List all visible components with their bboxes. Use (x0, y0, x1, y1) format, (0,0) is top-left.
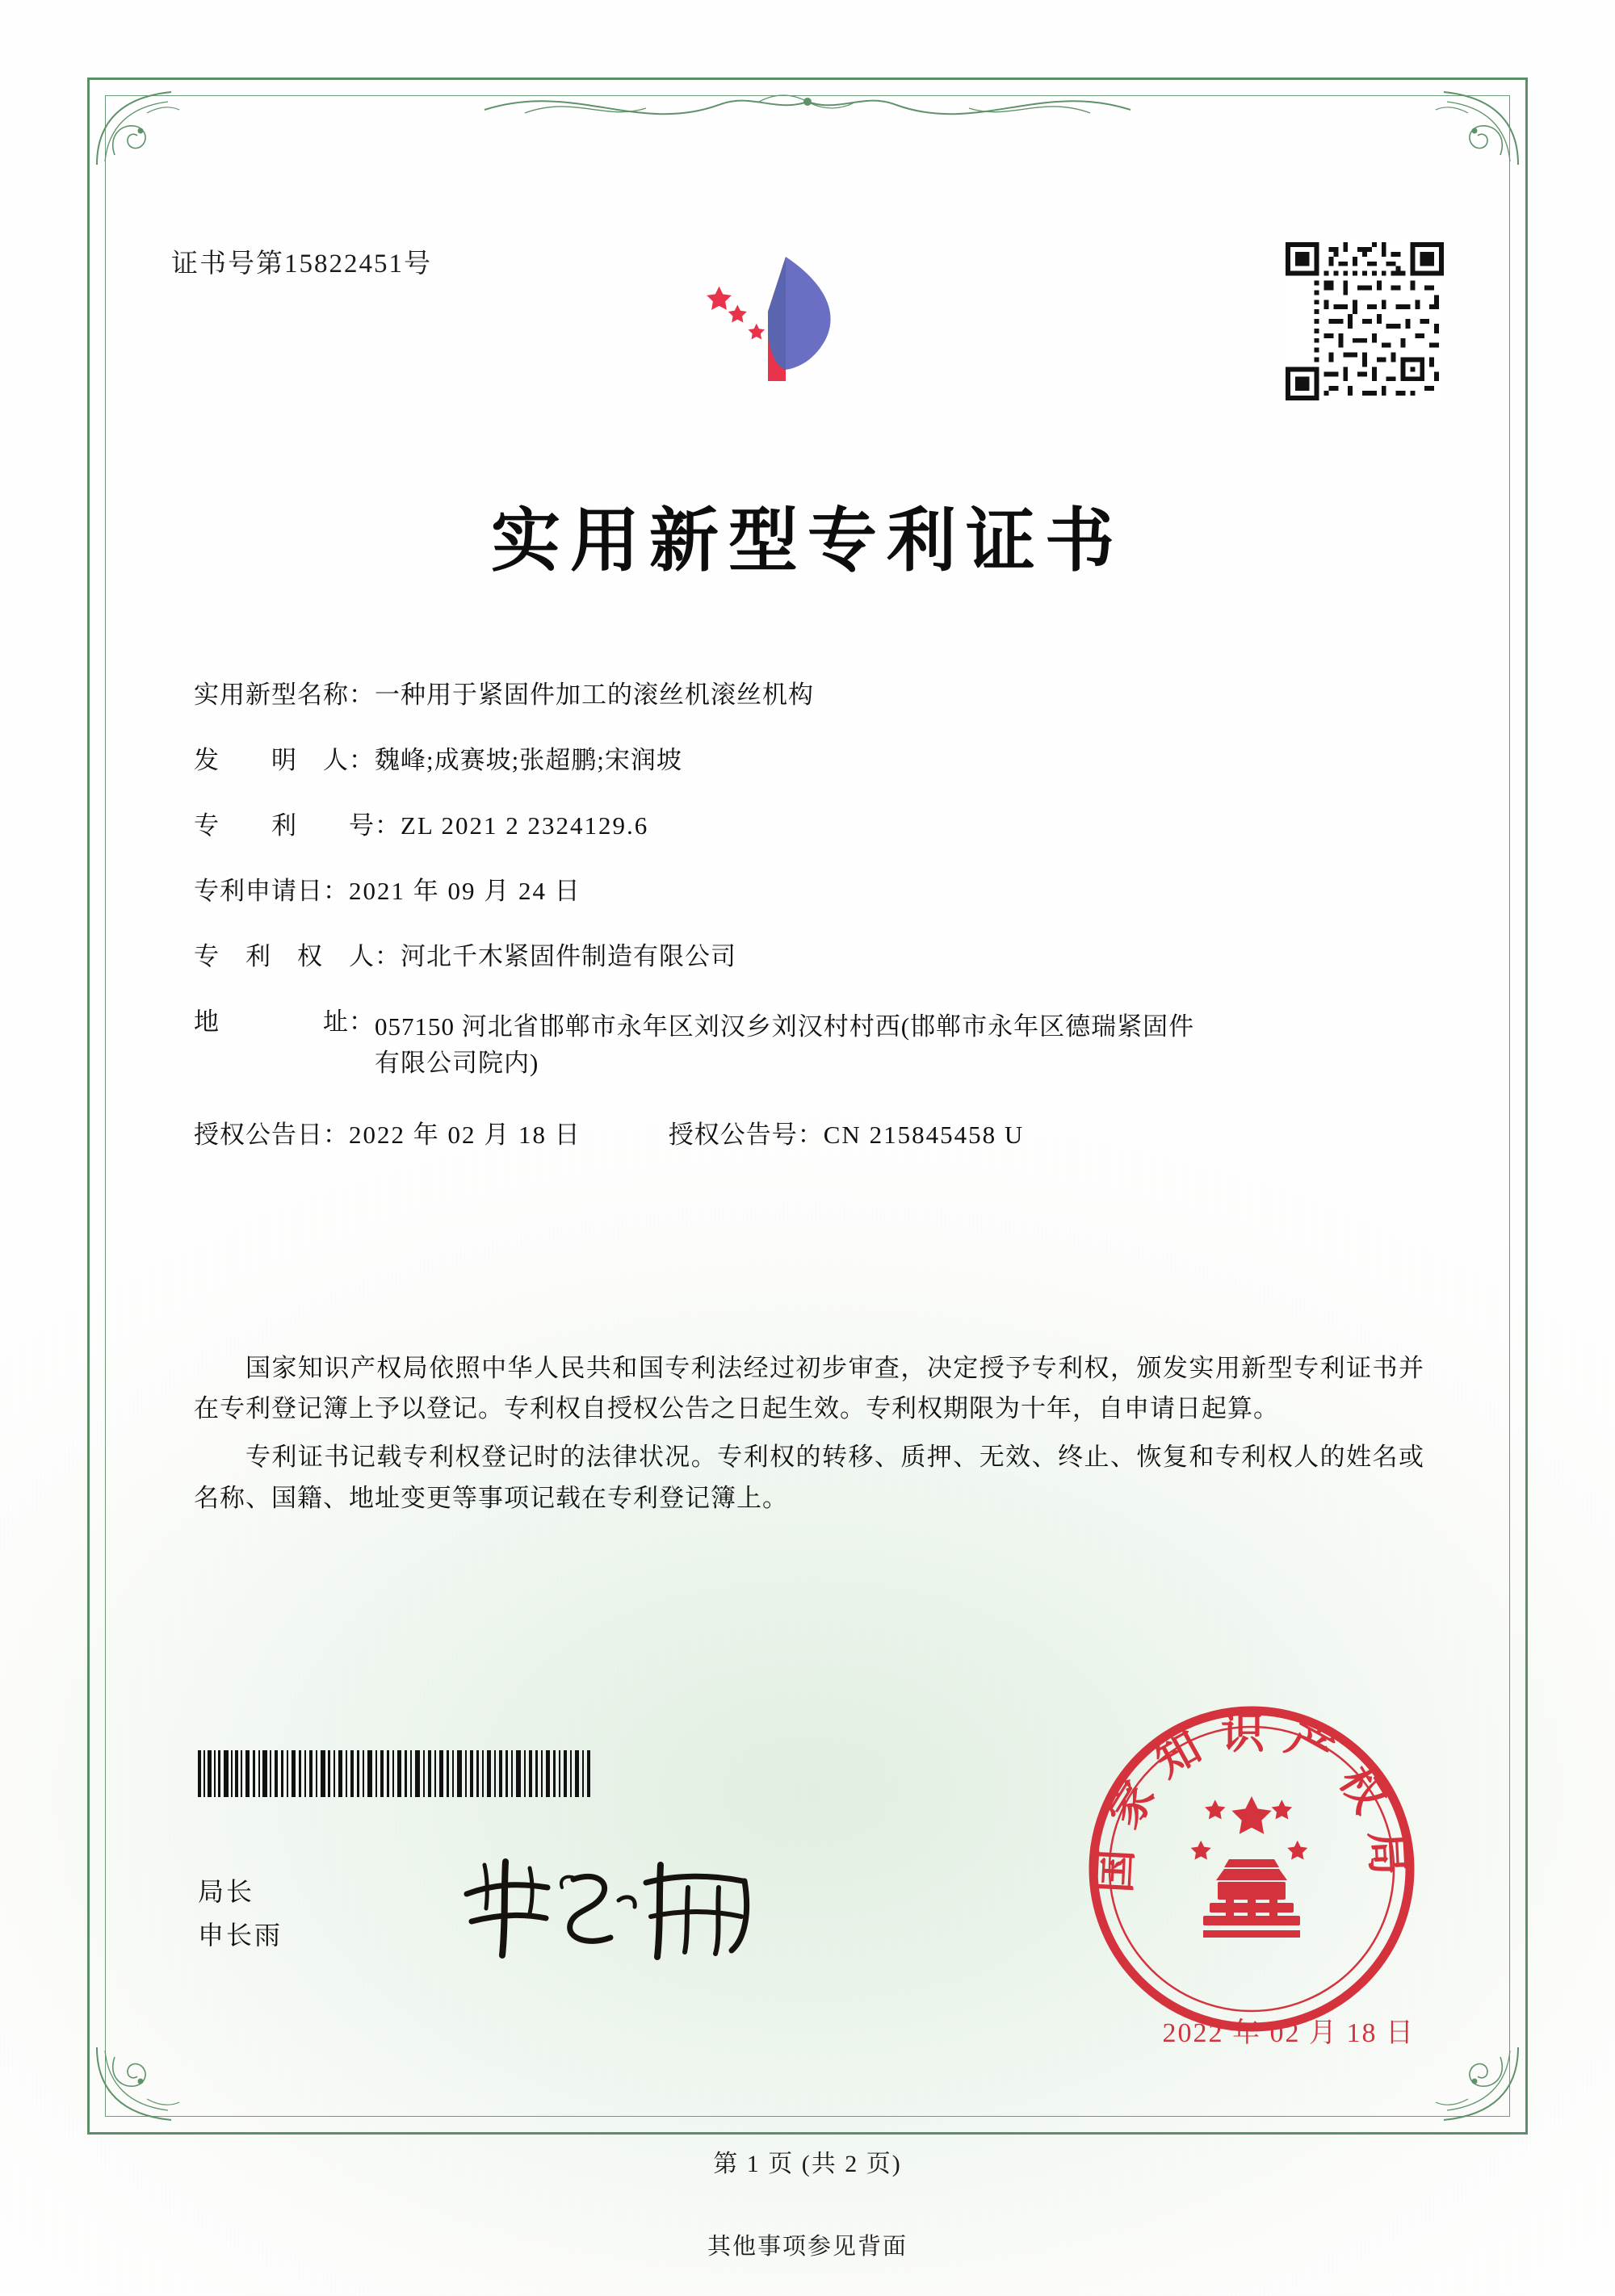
field-label: 专 利 权 人： (194, 942, 401, 970)
field-value: 一种用于紧固件加工的滚丝机滚丝机构 (375, 681, 814, 709)
field-row-application-date (194, 878, 1429, 903)
director-title: 局长 (198, 1877, 255, 1906)
page-title: 实用新型专利证书 (491, 500, 1124, 581)
back-side-note: 其他事项参见背面 (707, 2234, 908, 2260)
certificate-number: 证书号第15822451号 (171, 249, 432, 279)
field-label: 专 利 号： (194, 811, 401, 840)
director-name: 申长雨 (198, 1921, 283, 1950)
field-label: 地 址： (194, 1008, 375, 1036)
grant-number-label: 授权公告号： (668, 1120, 824, 1149)
field-value: 魏峰;成赛坡;张超鹏;宋润坡 (375, 746, 682, 774)
page-number: 第 1 页 (共 2 页) (713, 2151, 902, 2177)
field-value: 057150 河北省邯郸市永年区刘汉乡刘汉村村西(邯郸市永年区德瑞紧固件有限公司院内) (375, 1012, 1195, 1077)
field-row-grant-announcement (194, 1122, 1429, 1147)
grant-date-label: 授权公告日： (194, 1120, 349, 1149)
paragraph-legal-grant: 国家知识产权局依照中华人民共和国专利法经过初步审查，决定授予专利权，颁发实用新型专利证书并在专利登记簿上予以登记。专利权自授权公告之日起生效。专利权期限为十年，自申请日起算。 (194, 1354, 1424, 1423)
top-flourish-ornament (476, 78, 1139, 126)
field-row-patentee (194, 944, 1429, 969)
field-row-patent-number (194, 813, 1429, 838)
field-row-utility-model-name (194, 682, 1429, 707)
svg-text:国家知识产权局: 国家知识产权局 (1088, 1707, 1416, 1895)
field-row-address (194, 1009, 1429, 1082)
field-label: 发 明 人： (194, 746, 375, 774)
qr-code (1286, 242, 1444, 400)
field-row-inventors (194, 748, 1429, 773)
body-text (194, 1348, 1424, 1527)
paragraph-legal-status: 专利证书记载专利权登记时的法律状况。专利权的转移、质押、无效、终止、恢复和专利权人的姓名或名称、国籍、地址变更等事项记载在专利登记簿上。 (194, 1443, 1424, 1512)
handwritten-signature (452, 1847, 791, 1968)
barcode (198, 1750, 610, 1797)
field-value: 河北千木紧固件制造有限公司 (401, 942, 736, 970)
grant-number-value: CN 215845458 U (823, 1120, 1025, 1149)
cnipa-logo-icon (690, 242, 876, 420)
seal-date: 2022 年 02 月 18 日 (1162, 2018, 1415, 2048)
grant-date-value: 2022 年 02 月 18 日 (349, 1120, 581, 1149)
field-list (194, 682, 1429, 1175)
field-value: 2021 年 09 月 24 日 (349, 877, 581, 905)
field-label: 实用新型名称： (194, 681, 375, 709)
field-label: 专利申请日： (194, 877, 349, 905)
director-block (198, 1870, 283, 1958)
official-seal (1082, 1699, 1421, 2038)
field-value: ZL 2021 2 2324129.6 (401, 811, 649, 840)
